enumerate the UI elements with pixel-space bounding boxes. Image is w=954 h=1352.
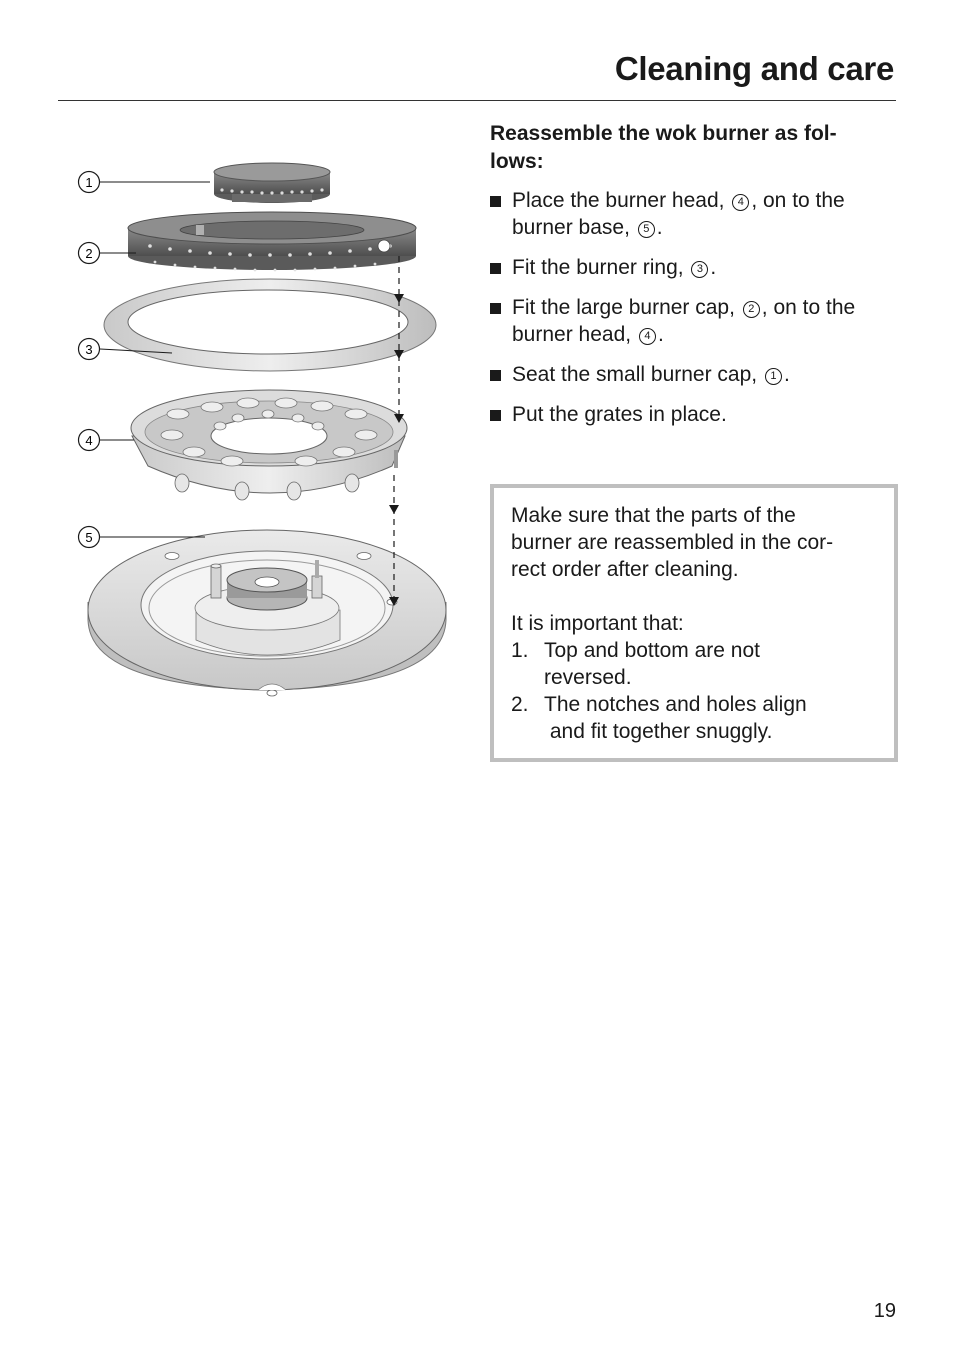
instruction-step — [490, 361, 900, 388]
note-numbered-list — [511, 637, 881, 745]
callout-4 — [79, 430, 100, 451]
step-text: , on to the burner head, — [512, 296, 856, 346]
small-burner-cap-drawing — [214, 163, 330, 203]
callout-5-label: 5 — [85, 530, 93, 545]
instruction-step — [490, 401, 900, 428]
large-burner-cap-drawing — [128, 212, 416, 271]
square-bullet-icon — [490, 410, 501, 421]
note-line: burner are reassembled in the cor- — [511, 531, 834, 554]
instructions-heading-line2: lows: — [490, 150, 544, 173]
callout-3 — [79, 339, 100, 360]
important-note-box — [490, 484, 898, 762]
square-bullet-icon — [490, 370, 501, 381]
step-text: Fit the large burner cap, — [512, 296, 741, 319]
note-line: rect order after cleaning. — [511, 558, 739, 581]
callout-1-label: 1 — [85, 175, 93, 190]
step-text: . — [710, 256, 717, 279]
note-item-text: The notches and holes align — [544, 693, 807, 716]
step-text: Put the grates in place. — [512, 403, 727, 426]
note-list-item — [511, 637, 881, 691]
burner-diagram-svg — [60, 150, 460, 710]
note-item-number: 1. — [511, 639, 529, 662]
callout-5 — [79, 527, 100, 548]
callout-2 — [79, 243, 100, 264]
component-ref-badge: 3 — [691, 261, 708, 278]
note-list-item — [511, 691, 881, 745]
component-ref-badge: 4 — [732, 194, 749, 211]
square-bullet-icon — [490, 263, 501, 274]
page-title: Cleaning and care — [614, 50, 894, 87]
component-ref-badge: 5 — [638, 221, 655, 238]
page-number: 19 — [873, 1300, 896, 1322]
burner-ring-drawing — [104, 279, 436, 371]
callout-4-label: 4 — [85, 433, 93, 448]
note-item-number: 2. — [511, 693, 529, 716]
step-text: Place the burner head, — [512, 189, 731, 212]
note-item-text: and fit together snuggly. — [544, 720, 773, 743]
step-text: . — [657, 323, 664, 346]
step-text: Seat the small burner cap, — [512, 363, 763, 386]
component-ref-badge: 4 — [639, 328, 656, 345]
note-item-text: Top and bottom are not — [544, 639, 760, 662]
square-bullet-icon — [490, 196, 501, 207]
burner-base-drawing — [88, 530, 446, 696]
note-item-text: reversed. — [544, 666, 632, 689]
step-text: . — [783, 363, 790, 386]
header-divider — [58, 100, 896, 101]
square-bullet-icon — [490, 303, 501, 314]
wok-burner-exploded-diagram — [60, 150, 460, 710]
callout-1 — [79, 172, 100, 193]
instruction-steps-list — [490, 187, 900, 428]
component-ref-badge: 1 — [765, 368, 782, 385]
instructions-section — [490, 120, 900, 441]
note-intro: It is important that: — [511, 612, 684, 635]
step-text: . — [656, 216, 663, 239]
callout-2-label: 2 — [85, 246, 93, 261]
instruction-step — [490, 254, 900, 281]
burner-head-drawing — [131, 390, 407, 500]
instruction-step — [490, 294, 900, 348]
instructions-heading-line1: Reassemble the wok burner as fol- — [490, 122, 837, 145]
component-ref-badge: 2 — [743, 301, 760, 318]
callout-3-label: 3 — [85, 342, 93, 357]
instruction-step — [490, 187, 900, 241]
note-content — [511, 502, 881, 745]
step-text: Fit the burner ring, — [512, 256, 690, 279]
note-paragraph — [511, 502, 881, 583]
step-text: , on to the burner base, — [512, 189, 845, 239]
instructions-heading — [490, 120, 900, 176]
note-line: Make sure that the parts of the — [511, 504, 796, 527]
